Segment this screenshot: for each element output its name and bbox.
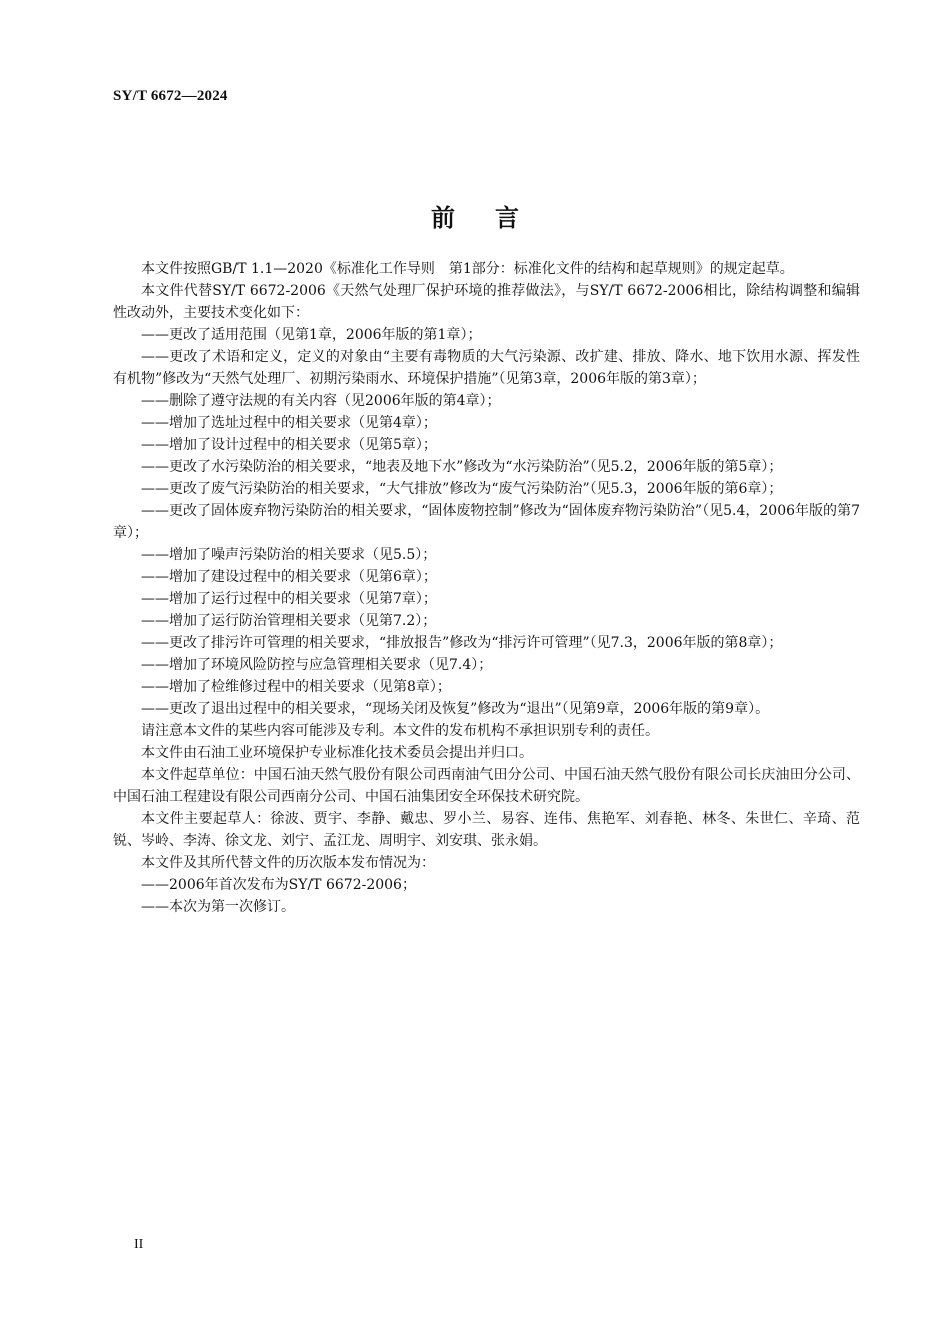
change-item: ——增加了选址过程中的相关要求（见第4章）；	[141, 415, 437, 431]
change-item: ——更改了适用范围（见第1章，2006年版的第1章）；	[141, 327, 482, 343]
history-item: ——本次为第一次修订。	[141, 899, 295, 915]
change-item: ——删除了遵守法规的有关内容（见2006年版的第4章）；	[141, 393, 501, 409]
change-item: ——增加了环境风险防控与应急管理相关要求（见7.4）；	[141, 657, 493, 673]
change-item: ——更改了排污许可管理的相关要求，“排放报告”修改为“排污许可管理”（见7.3，2006年版的第8章）；	[141, 635, 783, 651]
paragraph: 本文件代替SY/T 6672-2006《天然气处理厂保护环境的推荐做法》，与SY/T 6672-2006相比，除结构调整和编辑性改动外，主要技术变化如下：	[113, 283, 860, 321]
change-item: ——更改了术语和定义，定义的对象由“主要有毒物质的大气污染源、改扩建、排放、降水、地下饮用水源、挥发性有机物”修改为“天然气处理厂、初期污染雨水、环境保护措施”（见第3章，2006年版的第3章）；	[113, 349, 860, 387]
change-item: ——增加了设计过程中的相关要求（见第5章）；	[141, 437, 437, 453]
paragraph: 本文件及其所代替文件的历次版本发布情况为：	[141, 855, 435, 871]
change-item: ——增加了建设过程中的相关要求（见第6章）；	[141, 569, 437, 585]
change-item: ——更改了固体废弃物污染防治的相关要求，“固体废物控制”修改为“固体废弃物污染防治”（见5.4，2006年版的第7章）；	[113, 503, 860, 541]
change-item: ——更改了水污染防治的相关要求，“地表及地下水”修改为“水污染防治”（见5.2，2006年版的第5章）；	[141, 459, 783, 475]
foreword-body	[113, 258, 860, 918]
change-item: ——更改了废气污染防治的相关要求，“大气排放”修改为“废气污染防治”（见5.3，2006年版的第6章）；	[141, 481, 783, 497]
history-item: ——2006年首次发布为SY/T 6672-2006；	[141, 877, 416, 893]
paragraph: 本文件主要起草人：徐波、贾宇、李静、戴忠、罗小兰、易容、连伟、焦艳军、刘春艳、林冬、朱世仁、辛琦、范锐、岑岭、李涛、徐文龙、刘宁、孟江龙、周明宇、刘安琪、张永娟。	[113, 811, 860, 849]
page-number: II	[134, 1237, 144, 1252]
change-item: ——增加了运行防治管理相关要求（见第7.2）；	[141, 613, 437, 629]
change-item: ——增加了运行过程中的相关要求（见第7章）；	[141, 591, 437, 607]
change-item: ——增加了检维修过程中的相关要求（见第8章）；	[141, 679, 451, 695]
change-item: ——更改了退出过程中的相关要求，“现场关闭及恢复”修改为“退出”（见第9章，2006年版的第9章）。	[141, 701, 770, 717]
paragraph: 本文件起草单位：中国石油天然气股份有限公司西南油气田分公司、中国石油天然气股份有限公司长庆油田分公司、中国石油工程建设有限公司西南分公司、中国石油集团安全环保技术研究院。	[113, 767, 860, 805]
paragraph: 请注意本文件的某些内容可能涉及专利。本文件的发布机构不承担识别专利的责任。	[141, 723, 659, 739]
standard-code: SY/T 6672—2024	[113, 88, 228, 104]
paragraph: 本文件按照GB/T 1.1—2020《标准化工作导则 第1部分：标准化文件的结构和起草规则》的规定起草。	[141, 261, 794, 277]
paragraph: 本文件由石油工业环境保护专业标准化技术委员会提出并归口。	[141, 745, 533, 761]
page-title: 前言	[431, 204, 559, 232]
change-item: ——增加了噪声污染防治的相关要求（见5.5）；	[141, 547, 437, 563]
